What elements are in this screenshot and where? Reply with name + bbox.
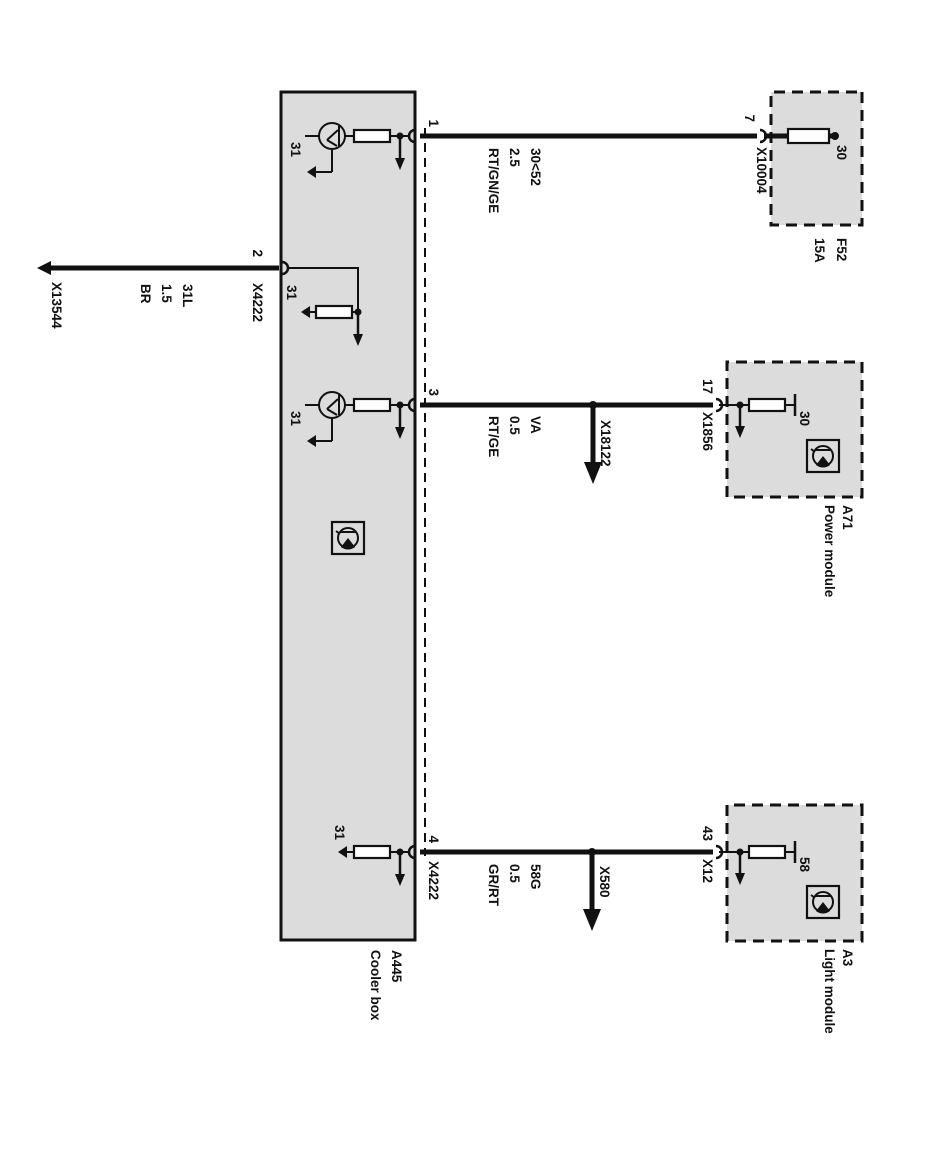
power-module-pin-label: 17 — [700, 378, 715, 394]
wire-color-label: RT/GE — [486, 416, 501, 458]
terminal-30-label: 30 — [834, 145, 849, 161]
ground-blade-icon — [37, 261, 51, 275]
wire-size-label: 2.5 — [507, 148, 522, 167]
resistor-icon — [316, 306, 352, 318]
pin4-label: 4 — [426, 835, 441, 843]
wire-color-label: RT/GN/GE — [486, 148, 501, 214]
pin2-label: 2 — [250, 249, 265, 257]
light-module-pin-label: 43 — [700, 825, 715, 841]
wire-circuit-label: VA — [528, 416, 543, 434]
power-module-name-label: Power module — [822, 505, 837, 598]
cooler-box-outline — [281, 92, 415, 940]
splice-x18122-label: X18122 — [598, 420, 613, 467]
connector-x4222-label: X4222 — [250, 283, 265, 323]
junction-dot — [737, 849, 744, 856]
resistor-icon — [749, 846, 785, 858]
junction-dot — [397, 849, 404, 856]
junction-dot — [737, 402, 744, 409]
junction-dot — [397, 402, 404, 409]
wire-color-label: BR — [138, 284, 153, 304]
fuse-rating-label: 15A — [812, 238, 827, 263]
wire-size-label: 0.5 — [507, 416, 522, 435]
wire-size-label: 0.5 — [507, 864, 522, 883]
cooler-box-id-label: A445 — [389, 950, 404, 983]
cooler-box-name-label: Cooler box — [368, 950, 383, 1021]
resistor-icon — [354, 130, 390, 142]
wire-size-label: 1.5 — [159, 284, 174, 303]
connector-x4222-label: X4222 — [426, 861, 441, 901]
resistor-icon — [354, 399, 390, 411]
light-module-id-label: A3 — [840, 949, 855, 967]
resistor-icon — [749, 399, 785, 411]
wire-circuit-label: 31L — [180, 284, 195, 308]
terminal-dot — [831, 132, 839, 140]
light-module-name-label: Light module — [822, 949, 837, 1034]
wire-circuit-label: 58G — [528, 864, 543, 890]
splice-x580-label: X580 — [597, 866, 612, 898]
power-module-outline — [727, 362, 862, 497]
ground-terminal-label: 31 — [288, 142, 303, 158]
resistor-icon — [354, 846, 390, 858]
ground-terminal-label: 31 — [284, 284, 299, 300]
terminal-58-label: 58 — [797, 857, 812, 873]
wire-circuit-label: 30<52 — [528, 148, 543, 186]
connector-x1856-label: X1856 — [700, 412, 715, 452]
fuse-pin-label: 7 — [742, 114, 757, 122]
splice-arrow-icon — [583, 909, 601, 931]
connector-x12-label: X12 — [700, 859, 715, 884]
pin1-label: 1 — [426, 119, 441, 127]
fuse-id-label: F52 — [834, 238, 849, 262]
wire-color-label: GR/RT — [486, 864, 501, 906]
light-module-outline — [727, 805, 862, 941]
junction-dot — [397, 133, 404, 140]
pin3-label: 3 — [426, 388, 441, 396]
ground-point-x13544-label: X13544 — [49, 282, 64, 329]
fuse-element-icon — [788, 129, 829, 143]
ground-terminal-label: 31 — [288, 411, 303, 427]
terminal-30-label: 30 — [797, 411, 812, 427]
connector-x10004-label: X10004 — [754, 147, 769, 194]
power-module-id-label: A71 — [840, 505, 855, 530]
ground-terminal-label: 31 — [332, 824, 347, 840]
